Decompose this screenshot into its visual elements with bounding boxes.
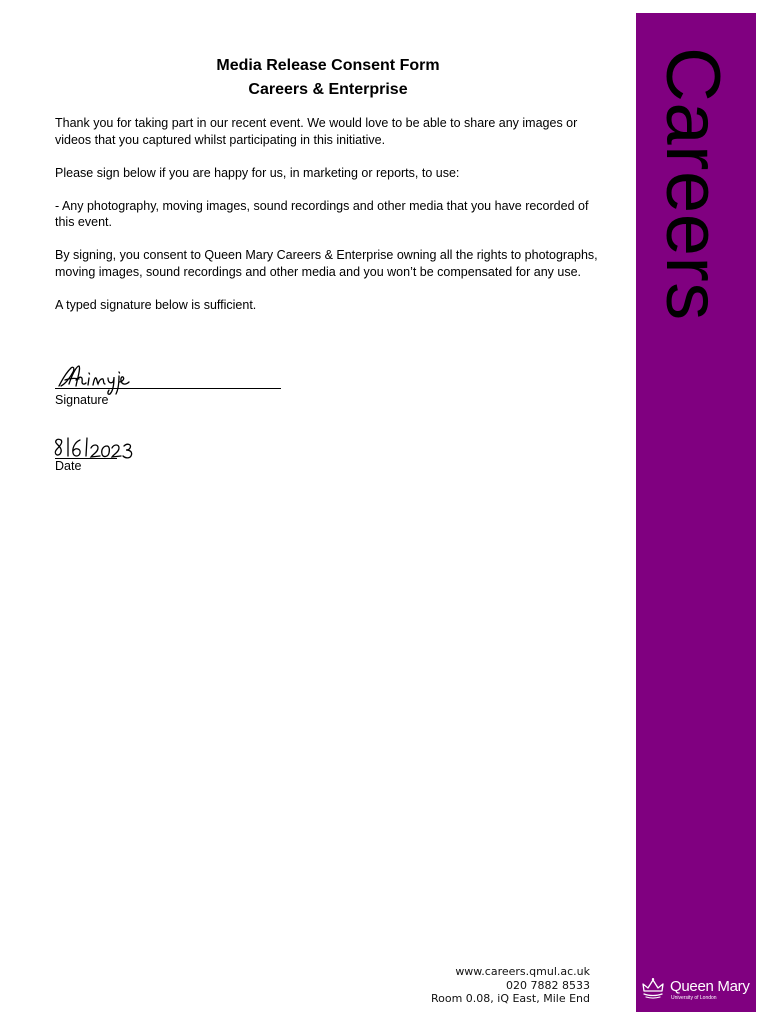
signature-label: Signature	[55, 393, 109, 407]
typed-signature-note: A typed signature below is sufficient.	[55, 297, 257, 312]
instruction-paragraph: Please sign below if you are happy for us, in marketing or reports, to use:	[55, 165, 460, 180]
contact-details	[431, 965, 590, 1006]
form-heading	[0, 54, 656, 102]
careers-vertical-text: Careers	[650, 47, 735, 321]
logo-name: Queen Mary	[670, 978, 750, 995]
page-title: Media Release Consent Form	[216, 57, 440, 74]
form-body	[55, 115, 611, 330]
queen-mary-logo	[640, 973, 752, 1005]
rights-paragraph: By signing, you consent to Queen Mary Careers & Enterprise owning all the rights to photographs, moving images, sound recordings and other media and you won’t be compensated for any use.	[55, 248, 598, 279]
signature-line	[55, 388, 281, 389]
intro-paragraph: Thank you for taking part in our recent event. We would love to be able to share any images or videos that you captured whilst participating in this initiative.	[55, 116, 578, 147]
office-address: Room 0.08, iQ East, Mile End	[430, 992, 590, 1005]
logo-subtitle: University of London	[671, 995, 717, 1001]
handwritten-signature	[55, 362, 145, 396]
date-label: Date	[55, 459, 82, 473]
crown-icon	[641, 977, 665, 999]
page-subtitle: Careers & Enterprise	[248, 81, 408, 98]
media-item-paragraph: - Any photography, moving images, sound recordings and other media that you have recorded of this event.	[55, 198, 589, 229]
phone-number: 020 7882 8533	[506, 978, 590, 992]
website-link[interactable]: www.careers.qmul.ac.uk	[455, 965, 590, 978]
